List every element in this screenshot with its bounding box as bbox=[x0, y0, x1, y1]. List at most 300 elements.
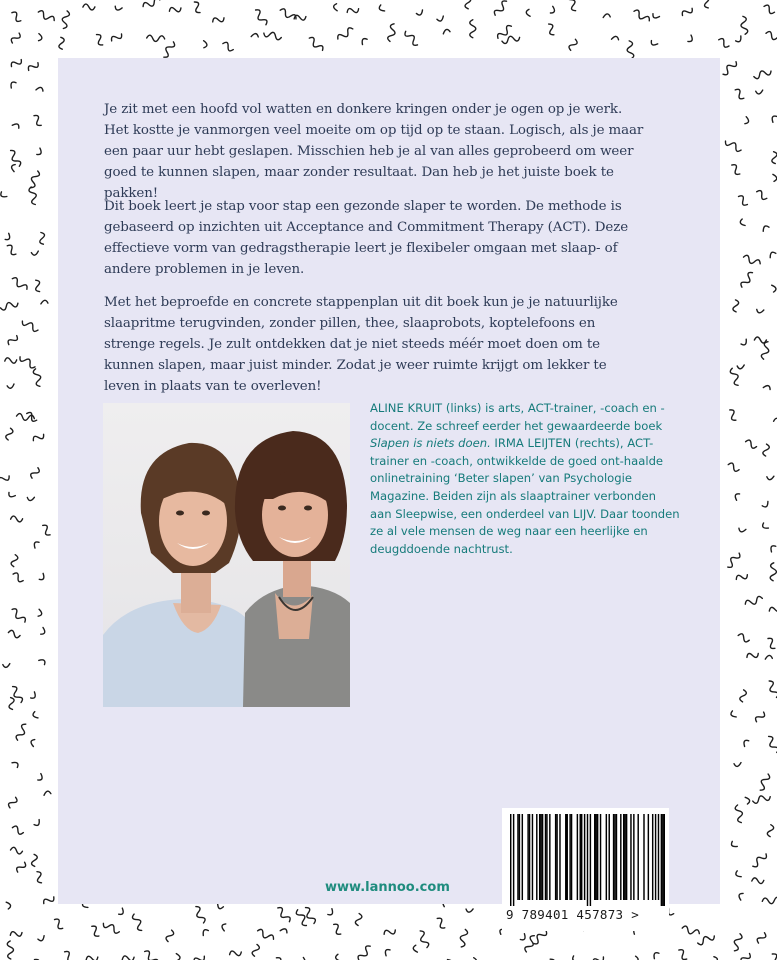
squiggle-mark bbox=[632, 9, 650, 24]
squiggle-mark bbox=[571, 955, 578, 960]
squiggle-mark bbox=[7, 941, 14, 959]
squiggle-mark bbox=[5, 244, 18, 257]
squiggle-mark bbox=[40, 628, 47, 636]
squiggle-mark bbox=[85, 954, 98, 960]
squiggle-mark bbox=[331, 923, 343, 936]
squiggle-mark bbox=[6, 902, 11, 910]
squiggle-mark bbox=[752, 794, 771, 804]
squiggle-mark bbox=[383, 927, 396, 937]
squiggle-mark bbox=[733, 492, 740, 500]
squiggle-mark bbox=[147, 35, 165, 42]
squiggle-mark bbox=[12, 760, 19, 768]
squiggle-mark bbox=[550, 6, 557, 14]
squiggle-mark bbox=[38, 34, 43, 42]
squiggle-mark bbox=[586, 954, 605, 960]
squiggle-mark bbox=[470, 20, 476, 38]
squiggle-mark bbox=[336, 26, 354, 41]
squiggle-mark bbox=[15, 861, 27, 874]
barcode-bars bbox=[510, 814, 665, 906]
barcode-bar bbox=[559, 814, 560, 900]
barcode-bar bbox=[630, 814, 631, 900]
squiggle-mark bbox=[60, 10, 70, 29]
squiggle-mark bbox=[165, 929, 174, 942]
squiggle-mark bbox=[38, 232, 46, 245]
squiggle-mark bbox=[10, 31, 22, 44]
squiggle-mark bbox=[763, 384, 771, 390]
squiggle-mark bbox=[736, 194, 749, 206]
squiggle-mark bbox=[27, 60, 40, 72]
isbn-number bbox=[506, 907, 669, 922]
squiggle-mark bbox=[34, 820, 42, 827]
squiggle-mark bbox=[677, 948, 689, 960]
squiggle-mark bbox=[114, 5, 122, 11]
squiggle-mark bbox=[30, 692, 37, 700]
squiggle-mark bbox=[27, 496, 34, 501]
squiggle-mark bbox=[52, 917, 65, 930]
squiggle-mark bbox=[761, 341, 771, 360]
squiggle-mark bbox=[39, 573, 46, 581]
squiggle-mark bbox=[94, 33, 105, 46]
squiggle-mark bbox=[37, 774, 44, 782]
squiggle-mark bbox=[32, 540, 40, 548]
barcode-bar bbox=[587, 814, 588, 906]
squiggle-mark bbox=[32, 711, 38, 719]
squiggle-mark bbox=[143, 949, 160, 960]
squiggle-mark bbox=[32, 114, 44, 127]
squiggle-mark bbox=[7, 334, 19, 347]
squiggle-mark bbox=[37, 609, 43, 617]
squiggle-mark bbox=[742, 254, 761, 266]
squiggle-mark bbox=[761, 225, 769, 232]
squiggle-mark bbox=[765, 655, 772, 659]
isbn-digits: 9 789401 457873 bbox=[506, 907, 624, 922]
squiggle-mark bbox=[41, 300, 48, 304]
squiggle-mark bbox=[493, 0, 509, 17]
squiggle-mark bbox=[31, 251, 38, 255]
barcode-bar bbox=[584, 814, 585, 900]
squiggle-mark bbox=[307, 36, 324, 53]
bio-book-title: Slapen is niets doen. bbox=[370, 436, 491, 451]
barcode-bar bbox=[540, 814, 541, 900]
squiggle-mark bbox=[3, 664, 10, 668]
squiggle-mark bbox=[767, 825, 774, 837]
squiggle-mark bbox=[28, 186, 38, 205]
blurb-paragraph-1: Je zit met een hoofd vol watten en donkere kringen onder je ogen op je werk. Het kostte je vanmorgen veel moeite om op tijd op te staan. Logisch, als je maar een paar uur hebt geslapen. Misschien heb je al van alles geprobeerd om weer goed te kunnen slapen, maar zonder resultaat. Dan heb je het juiste boek te pakken! bbox=[104, 102, 644, 201]
squiggle-mark bbox=[276, 906, 292, 924]
squiggle-mark bbox=[734, 763, 741, 767]
barcode-bar bbox=[613, 814, 614, 900]
squiggle-mark bbox=[435, 917, 447, 930]
squiggle-mark bbox=[737, 892, 744, 900]
barcode-bar bbox=[609, 814, 610, 900]
squiggle-mark bbox=[30, 739, 36, 747]
squiggle-mark bbox=[763, 444, 770, 456]
author-bio bbox=[370, 400, 680, 558]
squiggle-mark bbox=[753, 68, 772, 79]
squiggle-mark bbox=[131, 913, 144, 932]
squiggle-mark bbox=[346, 6, 359, 15]
squiggle-mark bbox=[9, 81, 17, 88]
squiggle-mark bbox=[333, 4, 337, 11]
squiggle-mark bbox=[729, 367, 741, 386]
barcode-bar bbox=[594, 814, 595, 900]
squiggle-mark bbox=[36, 148, 43, 156]
squiggle-mark bbox=[32, 432, 45, 443]
squiggle-mark bbox=[327, 909, 335, 917]
squiggle-mark bbox=[37, 9, 56, 23]
squiggle-mark bbox=[762, 502, 770, 509]
barcode-bar bbox=[513, 814, 514, 906]
squiggle-mark bbox=[192, 1, 203, 14]
squiggle-mark bbox=[58, 37, 65, 50]
squiggle-mark bbox=[274, 956, 286, 960]
squiggle-mark bbox=[360, 37, 368, 44]
squiggle-mark bbox=[765, 31, 777, 43]
squiggle-mark bbox=[727, 462, 740, 473]
barcode-bar bbox=[658, 814, 659, 900]
squiggle-mark bbox=[769, 604, 777, 614]
squiggle-mark bbox=[40, 524, 52, 537]
squiggle-mark bbox=[735, 572, 748, 582]
barcode-bar bbox=[577, 814, 578, 900]
barcode-bar bbox=[571, 814, 572, 900]
squiggle-mark bbox=[203, 41, 207, 48]
squiggle-mark bbox=[31, 854, 38, 866]
publisher-url[interactable]: www.lannoo.com bbox=[325, 880, 450, 895]
squiggle-mark bbox=[730, 711, 736, 719]
squiggle-mark bbox=[11, 276, 29, 291]
squiggle-mark bbox=[767, 476, 774, 480]
squiggle-mark bbox=[11, 572, 24, 584]
squiggle-mark bbox=[756, 90, 763, 94]
squiggle-mark bbox=[89, 925, 101, 938]
squiggle-mark bbox=[751, 852, 768, 869]
squiggle-mark bbox=[229, 949, 242, 958]
squiggle-mark bbox=[630, 956, 639, 960]
squiggle-mark bbox=[735, 804, 745, 823]
squiggle-mark bbox=[4, 233, 11, 241]
squiggle-mark bbox=[531, 929, 548, 946]
author-photo bbox=[103, 403, 350, 707]
squiggle-mark bbox=[735, 870, 741, 878]
squiggle-mark bbox=[612, 36, 620, 41]
barcode-bar bbox=[616, 814, 617, 900]
squiggle-mark bbox=[752, 877, 764, 884]
squiggle-mark bbox=[25, 411, 38, 423]
squiggle-mark bbox=[62, 950, 74, 960]
barcode-bar bbox=[661, 814, 662, 906]
blurb-paragraph-2: Dit boek leert je stap voor stap een gezonde slaper te worden. De methode is gebaseerd op inzichten uit Acceptance and Commitment Therapy (ACT). Deze effectieve vorm van gedragstherapie leert je flexibeler omgaan met slaap- of andere problemen in je leven. bbox=[104, 199, 629, 277]
squiggle-mark bbox=[737, 633, 750, 643]
barcode-bar bbox=[545, 814, 546, 900]
squiggle-mark bbox=[38, 936, 46, 942]
squiggle-mark bbox=[11, 825, 24, 835]
squiggle-mark bbox=[10, 57, 23, 69]
squiggle-mark bbox=[280, 927, 288, 933]
squiggle-mark bbox=[251, 33, 259, 38]
squiggle-mark bbox=[39, 658, 47, 666]
squiggle-mark bbox=[733, 88, 746, 101]
squiggle-mark bbox=[0, 473, 11, 487]
squiggle-mark bbox=[417, 930, 429, 949]
squiggle-mark bbox=[756, 931, 767, 944]
squiggle-mark bbox=[496, 24, 513, 41]
squiggle-mark bbox=[161, 40, 176, 58]
squiggle-mark bbox=[681, 6, 694, 18]
squiggle-mark bbox=[770, 115, 777, 123]
squiggle-mark bbox=[738, 527, 746, 533]
squiggle-mark bbox=[10, 685, 24, 704]
barcode-bar bbox=[648, 814, 649, 900]
barcode-bar bbox=[549, 814, 550, 900]
author-portrait-illustration bbox=[103, 403, 350, 707]
barcode-box bbox=[502, 808, 669, 931]
barcode-bar bbox=[529, 814, 530, 900]
barcode-bar bbox=[626, 814, 627, 900]
squiggle-mark bbox=[33, 368, 43, 387]
barcode-bar bbox=[556, 814, 557, 900]
squiggle-mark bbox=[769, 544, 777, 552]
squiggle-mark bbox=[5, 428, 13, 441]
squiggle-mark bbox=[766, 680, 777, 699]
squiggle-mark bbox=[732, 300, 739, 312]
barcode-bar bbox=[623, 814, 624, 900]
squiggle-mark bbox=[754, 710, 766, 723]
squiggle-mark bbox=[740, 690, 747, 702]
squiggle-mark bbox=[526, 9, 530, 16]
squiggle-mark bbox=[740, 952, 752, 960]
squiggle-mark bbox=[652, 951, 660, 958]
squiggle-mark bbox=[8, 697, 16, 710]
squiggle-mark bbox=[772, 285, 777, 292]
squiggle-mark bbox=[771, 151, 777, 164]
squiggle-mark bbox=[256, 928, 275, 942]
squiggle-mark bbox=[10, 607, 27, 624]
squiggle-mark bbox=[754, 337, 766, 343]
squiggle-mark bbox=[42, 894, 55, 906]
squiggle-mark bbox=[501, 34, 520, 44]
barcode-bar bbox=[510, 814, 511, 906]
squiggle-mark bbox=[279, 8, 298, 22]
squiggle-mark bbox=[732, 933, 743, 952]
bio-text-part-1: ALINE KRUIT (links) is arts, ACT-trainer, -coach en -docent. Ze schreef eerder het gewaardeerde boek bbox=[370, 401, 665, 433]
barcode-bar bbox=[546, 814, 547, 900]
squiggle-mark bbox=[44, 791, 51, 795]
squiggle-mark bbox=[740, 16, 748, 35]
squiggle-mark bbox=[221, 923, 227, 931]
squiggle-mark bbox=[681, 925, 700, 936]
squiggle-mark bbox=[118, 908, 125, 916]
squiggle-mark bbox=[721, 60, 738, 77]
squiggle-mark bbox=[169, 5, 182, 14]
squiggle-mark bbox=[770, 563, 777, 581]
squiggle-mark bbox=[770, 952, 777, 960]
squiggle-mark bbox=[735, 36, 743, 43]
squiggle-mark bbox=[740, 339, 748, 346]
barcode-bar bbox=[532, 814, 533, 900]
squiggle-mark bbox=[755, 189, 768, 201]
squiggle-mark bbox=[458, 929, 468, 948]
squiggle-mark bbox=[687, 35, 694, 43]
squiggle-mark bbox=[221, 41, 234, 52]
barcode-bar bbox=[664, 814, 665, 906]
barcode-bar bbox=[606, 814, 607, 900]
barcode-bar bbox=[595, 814, 596, 900]
barcode-bar bbox=[652, 814, 653, 900]
squiggle-mark bbox=[335, 954, 340, 960]
barcode-bar bbox=[519, 814, 520, 900]
barcode-bar bbox=[633, 814, 634, 900]
barcode-bar bbox=[517, 814, 518, 900]
barcode-arrow: > bbox=[631, 907, 640, 922]
squiggle-mark bbox=[603, 14, 610, 18]
squiggle-mark bbox=[466, 908, 473, 913]
squiggle-mark bbox=[746, 651, 759, 661]
squiggle-mark bbox=[730, 841, 737, 849]
squiggle-mark bbox=[443, 29, 451, 34]
squiggle-mark bbox=[739, 271, 754, 289]
bio-text-part-2: IRMA LEIJTEN (rechts), ACT-trainer en -coach, ontwikkelde de goed ont-haalde onlinetraining ‘Beter slapen’ van Psychologie Magazine. Beiden zijn als slaaptrainer verbonden aan Sleepwise, een onderdeel van LIJV. Daar toonden ze al vele mensen de weg naar een heerlijke en deugddoende nachtrust. bbox=[370, 436, 680, 556]
squiggle-mark bbox=[717, 37, 730, 48]
squiggle-mark bbox=[10, 930, 23, 939]
squiggle-mark bbox=[28, 170, 40, 189]
squiggle-mark bbox=[744, 117, 750, 125]
squiggle-mark bbox=[383, 948, 390, 956]
squiggle-mark bbox=[761, 522, 768, 530]
squiggle-mark bbox=[21, 319, 40, 333]
squiggle-mark bbox=[263, 30, 282, 40]
squiggle-mark bbox=[568, 38, 578, 51]
squiggle-mark bbox=[756, 308, 764, 313]
squiggle-mark bbox=[737, 365, 744, 369]
squiggle-mark bbox=[0, 191, 7, 199]
squiggle-mark bbox=[437, 16, 445, 22]
squiggle-mark bbox=[652, 13, 660, 20]
squiggle-mark bbox=[626, 41, 634, 60]
squiggle-mark bbox=[520, 934, 528, 942]
squiggle-mark bbox=[697, 933, 716, 946]
squiggle-mark bbox=[768, 251, 776, 258]
squiggle-mark bbox=[36, 86, 44, 92]
squiggle-mark bbox=[763, 4, 776, 15]
squiggle-mark bbox=[29, 466, 40, 479]
squiggle-mark bbox=[10, 164, 16, 172]
squiggle-mark bbox=[724, 139, 743, 153]
squiggle-mark bbox=[766, 735, 777, 754]
barcode-bar bbox=[655, 814, 656, 900]
squiggle-mark bbox=[11, 554, 18, 567]
squiggle-mark bbox=[102, 921, 121, 935]
squiggle-mark bbox=[730, 163, 742, 176]
squiggle-mark bbox=[766, 637, 777, 650]
squiggle-mark bbox=[193, 905, 206, 924]
squiggle-mark bbox=[12, 122, 20, 129]
barcode-bar bbox=[581, 814, 582, 900]
squiggle-mark bbox=[546, 23, 557, 36]
barcode-bar bbox=[637, 814, 638, 900]
squiggle-mark bbox=[742, 739, 750, 747]
barcode-bar bbox=[555, 814, 556, 900]
barcode-bar bbox=[580, 814, 581, 900]
squiggle-mark bbox=[33, 279, 43, 292]
squiggle-mark bbox=[15, 723, 29, 742]
squiggle-mark bbox=[10, 847, 23, 854]
squiggle-mark bbox=[212, 15, 225, 25]
barcode-bar bbox=[567, 814, 568, 900]
squiggle-mark bbox=[725, 551, 741, 569]
squiggle-mark bbox=[10, 516, 22, 522]
squiggle-mark bbox=[566, 0, 579, 12]
squiggle-mark bbox=[465, 0, 472, 9]
squiggle-mark bbox=[7, 492, 15, 499]
squiggle-mark bbox=[142, 0, 161, 9]
squiggle-mark bbox=[727, 408, 738, 421]
barcode-bar bbox=[614, 814, 615, 900]
squiggle-mark bbox=[7, 796, 18, 809]
barcode-bar bbox=[542, 814, 543, 900]
squiggle-mark bbox=[773, 174, 777, 181]
barcode-bar bbox=[597, 814, 598, 900]
barcode-bar bbox=[569, 814, 570, 900]
squiggle-mark bbox=[122, 954, 135, 960]
squiggle-mark bbox=[744, 439, 757, 449]
barcode-bar bbox=[522, 814, 523, 900]
squiggle-mark bbox=[4, 357, 17, 364]
barcode-bar bbox=[662, 814, 663, 906]
squiggle-mark bbox=[0, 300, 19, 310]
squiggle-mark bbox=[8, 630, 21, 639]
squiggle-mark bbox=[253, 8, 268, 26]
blurb-paragraph-3: Met het beproefde en concrete stappenplan uit dit boek kun je je natuurlijke slaapritme terugvinden, zonder pillen, thee, slaaprobots, koptelefoons en strenge regels. Je zult ontdekken dat je niet steeds méér moet doen om te kunnen slapen, maar juist minder. Zodat je weer ruimte krijgt om lekker te leven in plaats van te overleven! bbox=[104, 295, 618, 394]
squiggle-mark bbox=[762, 897, 777, 904]
barcode-bar bbox=[643, 814, 644, 900]
squiggle-mark bbox=[745, 797, 750, 805]
squiggle-mark bbox=[740, 219, 746, 227]
squiggle-mark bbox=[83, 4, 95, 10]
squiggle-mark bbox=[252, 944, 260, 957]
barcode-bar bbox=[536, 814, 537, 900]
squiggle-mark bbox=[701, 0, 711, 9]
squiggle-mark bbox=[110, 32, 123, 44]
squiggle-mark bbox=[192, 954, 205, 960]
squiggle-mark bbox=[18, 354, 36, 369]
squiggle-mark bbox=[378, 5, 384, 13]
barcode-bar bbox=[539, 814, 540, 900]
barcode-bar bbox=[624, 814, 625, 900]
barcode-bar bbox=[600, 814, 601, 900]
barcode-bar bbox=[620, 814, 621, 900]
squiggle-mark bbox=[774, 418, 777, 424]
squiggle-mark bbox=[355, 913, 362, 925]
squiggle-mark bbox=[650, 40, 658, 47]
squiggle-mark bbox=[7, 384, 14, 389]
squiggle-mark bbox=[744, 596, 763, 608]
squiggle-mark bbox=[176, 954, 180, 960]
barcode-bar bbox=[527, 814, 528, 900]
squiggle-mark bbox=[711, 956, 720, 960]
squiggle-mark bbox=[416, 10, 424, 16]
squiggle-mark bbox=[34, 871, 44, 884]
squiggle-mark bbox=[10, 10, 23, 22]
barcode-bar bbox=[590, 814, 591, 906]
barcode-bar bbox=[565, 814, 566, 900]
squiggle-mark bbox=[387, 23, 397, 42]
squiggle-mark bbox=[403, 29, 419, 47]
squiggle-mark bbox=[357, 944, 373, 960]
squiggle-mark bbox=[413, 945, 417, 952]
squiggle-mark bbox=[201, 928, 209, 935]
squiggle-mark bbox=[758, 773, 771, 792]
